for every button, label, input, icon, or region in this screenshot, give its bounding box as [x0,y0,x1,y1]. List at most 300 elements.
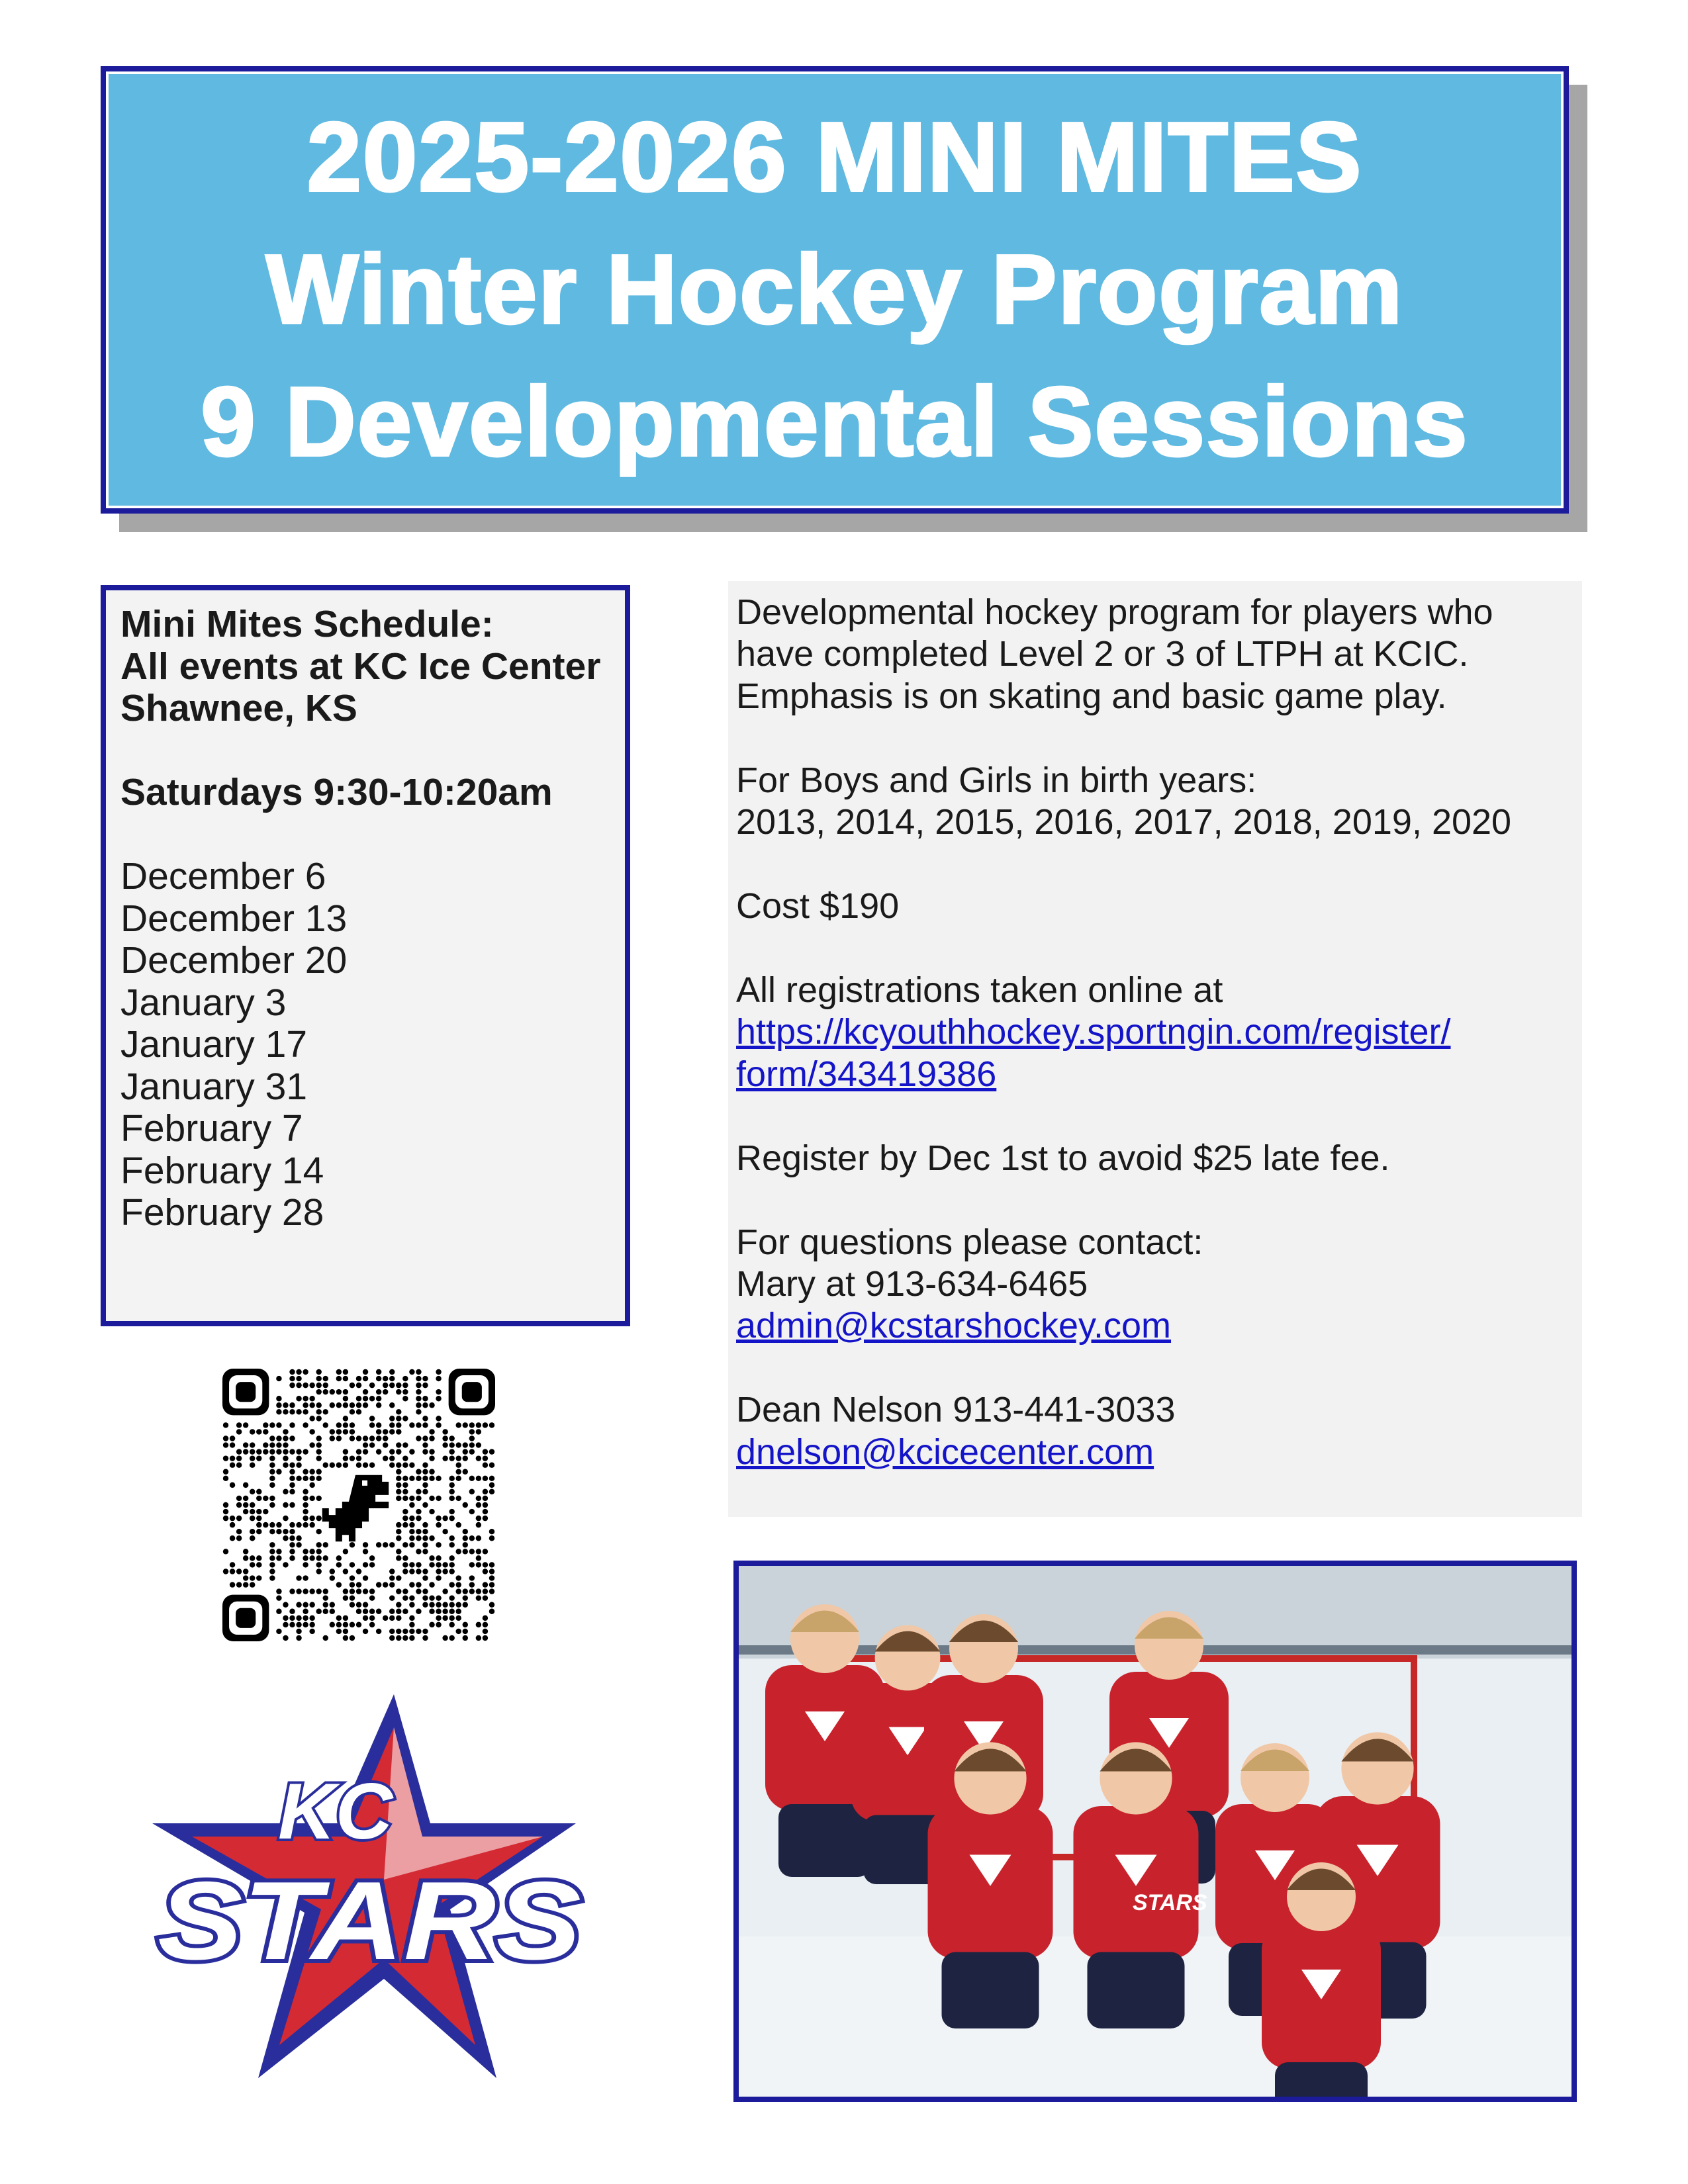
qr-module [409,1516,414,1521]
qr-module [463,1469,468,1475]
qr-module [389,1383,395,1388]
qr-module [316,1402,321,1408]
qr-module [350,1383,355,1388]
qr-module [476,1476,481,1481]
qr-module [469,1429,475,1434]
qr-module [283,1429,288,1434]
qr-module [263,1429,268,1434]
qr-module [309,1469,314,1475]
qr-module [350,1455,355,1461]
qr-module [243,1422,248,1428]
qr-module [316,1469,321,1475]
qr-module [429,1602,434,1608]
qr-module [263,1449,268,1454]
registration-label: All registrations taken online at [736,970,1223,1010]
qr-module [316,1529,321,1534]
late-fee-note: Register by Dec 1st to avoid $25 late fee. [736,1138,1390,1178]
qr-module [422,1469,428,1475]
title-banner [101,66,1569,514]
qr-module [436,1562,441,1567]
qr-module [383,1542,388,1547]
qr-module [256,1522,261,1527]
qr-module [376,1609,381,1614]
qr-module [263,1496,268,1501]
qr-module [303,1602,308,1608]
qr-module [363,1369,368,1375]
registration-link-cont[interactable]: form/343419386 [736,1054,997,1094]
qr-module [483,1449,488,1454]
qr-module [303,1449,308,1454]
qr-module [269,1482,275,1488]
qr-module [316,1449,321,1454]
schedule-date: February 7 [120,1107,303,1150]
qr-module [336,1389,342,1394]
qr-module [309,1442,314,1447]
qr-module [376,1402,381,1408]
qr-module [296,1376,301,1381]
qr-module [303,1383,308,1388]
qr-module [483,1489,488,1494]
qr-module [449,1635,454,1641]
qr-module [422,1602,428,1608]
qr-module [350,1562,355,1567]
qr-module [409,1629,414,1634]
qr-module [309,1615,314,1621]
qr-module [409,1542,414,1547]
qr-module [416,1588,421,1594]
qr-module [416,1629,421,1634]
player-pants [942,1952,1039,2029]
qr-module [296,1383,301,1388]
qr-module [476,1422,481,1428]
qr-module [436,1389,441,1394]
qr-module [296,1542,301,1547]
qr-module [442,1602,447,1608]
email-admin-link[interactable]: admin@kcstarshockey.com [736,1306,1172,1346]
qr-module [323,1542,328,1547]
qr-module [276,1549,281,1554]
qr-module [296,1409,301,1414]
qr-module [402,1396,408,1401]
qr-module [409,1615,414,1621]
qr-module [429,1449,434,1454]
qr-module [463,1542,468,1547]
qr-module [250,1529,255,1534]
qr-module [376,1449,381,1454]
qr-module [476,1555,481,1561]
qr-module [389,1582,395,1587]
qr-module [476,1562,481,1567]
qr-module [323,1588,328,1594]
qr-module [442,1635,447,1641]
qr-module [343,1629,348,1634]
qr-module [416,1409,421,1414]
qr-module [236,1462,242,1467]
qr-module [402,1416,408,1421]
qr-module [303,1496,308,1501]
qr-module [442,1609,447,1614]
qr-module [269,1496,275,1501]
qr-module [396,1535,401,1541]
qr-module [356,1396,361,1401]
qr-module [416,1389,421,1394]
qr-module [442,1429,447,1434]
qr-module [230,1569,235,1574]
qr-module [276,1522,281,1527]
qr-module [336,1402,342,1408]
qr-module [243,1549,248,1554]
qr-module [343,1369,348,1375]
qr-module [230,1522,235,1527]
qr-module [256,1489,261,1494]
qr-module [456,1609,461,1614]
qr-module [330,1435,335,1441]
qr-module [369,1435,375,1441]
qr-module [463,1622,468,1627]
qr-module [416,1489,421,1494]
qr-module [416,1369,421,1375]
qr-module [389,1542,395,1547]
qr-module [422,1569,428,1574]
qr-module [442,1588,447,1594]
qr-module [409,1449,414,1454]
qr-module [289,1588,295,1594]
qr-module [350,1542,355,1547]
qr-module [250,1502,255,1508]
qr-module [276,1435,281,1441]
qr-module [422,1529,428,1534]
qr-module [303,1549,308,1554]
qr-module [243,1569,248,1574]
qr-module [409,1635,414,1641]
qr-module [250,1462,255,1467]
qr-module [463,1535,468,1541]
qr-module [416,1609,421,1614]
qr-module [303,1422,308,1428]
qr-module [456,1602,461,1608]
qr-module [483,1622,488,1627]
qr-module [489,1462,494,1467]
qr-module [449,1615,454,1621]
qr-module [316,1542,321,1547]
qr-module [230,1442,235,1447]
qr-module [422,1462,428,1467]
qr-module [283,1635,288,1641]
qr-module [402,1482,408,1488]
qr-module [376,1389,381,1394]
qr-module [483,1635,488,1641]
team-photo [739,1566,1571,2097]
qr-module [276,1376,281,1381]
qr-module [283,1502,288,1508]
qr-module [429,1535,434,1541]
qr-module [429,1509,434,1514]
qr-module [269,1542,275,1547]
qr-module [463,1449,468,1454]
qr-module [223,1435,228,1441]
qr-finder-top-right [449,1369,495,1415]
qr-module [356,1569,361,1574]
qr-module [256,1516,261,1521]
qr-module [256,1575,261,1580]
qr-module [303,1402,308,1408]
qr-module [402,1569,408,1574]
qr-module [309,1555,314,1561]
qr-module [243,1482,248,1488]
qr-module [276,1629,281,1634]
qr-module [309,1476,314,1481]
qr-module [369,1416,375,1421]
qr-module [350,1409,355,1414]
qr-module [236,1449,242,1454]
qr-module [276,1402,281,1408]
qr-module [363,1575,368,1580]
description-line: have completed Level 2 or 3 of LTPH at KCIC. [736,634,1469,674]
qr-module [429,1555,434,1561]
qr-module [296,1622,301,1627]
qr-module [256,1455,261,1461]
schedule-date: December 6 [120,855,326,897]
qr-module [436,1615,441,1621]
qr-module [422,1522,428,1527]
qr-module [343,1416,348,1421]
qr-module [402,1609,408,1614]
qr-module [223,1516,228,1521]
qr-module [422,1635,428,1641]
qr-module [236,1529,242,1534]
qr-finder-bottom-left [222,1595,269,1641]
schedule-date: February 14 [120,1149,324,1192]
qr-module [463,1595,468,1600]
qr-module [283,1435,288,1441]
qr-module [356,1435,361,1441]
qr-module [409,1496,414,1501]
qr-module [483,1582,488,1587]
qr-module [276,1396,281,1401]
qr-module [389,1429,395,1434]
qr-module [296,1629,301,1634]
qr-module [442,1615,447,1621]
qr-module [269,1442,275,1447]
qr-module [336,1622,342,1627]
qr-module [250,1575,255,1580]
qr-module [230,1516,235,1521]
team-photo-frame [733,1561,1577,2102]
qr-module [409,1582,414,1587]
qr-module [316,1569,321,1574]
qr-module [289,1502,295,1508]
qr-module [402,1516,408,1521]
qr-module [416,1582,421,1587]
qr-module [236,1582,242,1587]
contact-label: For questions please contact: [736,1222,1203,1262]
qr-module [269,1502,275,1508]
registration-link[interactable]: https://kcyouthhockey.sportngin.com/register/ [736,1012,1451,1052]
qr-module [343,1389,348,1394]
qr-module [449,1562,454,1567]
qr-module [416,1516,421,1521]
qr-module [436,1542,441,1547]
qr-module [422,1476,428,1481]
qr-module [289,1369,295,1375]
qr-module [323,1409,328,1414]
qr-module [429,1402,434,1408]
qr-module [383,1383,388,1388]
qr-module [256,1429,261,1434]
qr-module [469,1422,475,1428]
qr-module [343,1588,348,1594]
qr-module [483,1509,488,1514]
qr-module [236,1422,242,1428]
qr-module [369,1609,375,1614]
qr-module [396,1422,401,1428]
qr-code[interactable] [222,1369,495,1641]
qr-module [396,1429,401,1434]
qr-module [269,1476,275,1481]
qr-module [422,1376,428,1381]
qr-module [449,1442,454,1447]
qr-module [402,1462,408,1467]
schedule-location: All events at KC Ice Center [120,645,601,688]
qr-module [396,1482,401,1488]
qr-module [316,1389,321,1394]
qr-module [402,1442,408,1447]
qr-module [402,1542,408,1547]
qr-module [483,1562,488,1567]
qr-module [223,1476,228,1481]
qr-module [296,1462,301,1467]
qr-module [483,1595,488,1600]
qr-module [429,1476,434,1481]
qr-module [422,1542,428,1547]
qr-module [489,1449,494,1454]
qr-module [303,1369,308,1375]
qr-module [396,1588,401,1594]
qr-module [303,1575,308,1580]
qr-module [256,1509,261,1514]
qr-module [363,1602,368,1608]
qr-module [289,1409,295,1414]
qr-module [402,1588,408,1594]
qr-module [449,1582,454,1587]
qr-module [230,1535,235,1541]
qr-module [316,1496,321,1501]
qr-module [316,1455,321,1461]
qr-module [363,1402,368,1408]
qr-module [343,1422,348,1428]
qr-module [283,1529,288,1534]
qr-module [289,1489,295,1494]
qr-module [369,1588,375,1594]
qr-module [383,1429,388,1434]
qr-module [389,1575,395,1580]
qr-module [376,1435,381,1441]
qr-module [250,1516,255,1521]
qr-module [223,1455,228,1461]
qr-module [336,1615,342,1621]
qr-module [289,1482,295,1488]
qr-module [456,1588,461,1594]
qr-module [402,1635,408,1641]
qr-module [449,1535,454,1541]
qr-module [483,1569,488,1574]
qr-module [449,1542,454,1547]
qr-module [469,1489,475,1494]
qr-module [350,1582,355,1587]
qr-module [476,1502,481,1508]
qr-module [336,1369,342,1375]
qr-module [402,1376,408,1381]
qr-module [336,1582,342,1587]
qr-module [296,1602,301,1608]
qr-module [449,1476,454,1481]
qr-module [350,1575,355,1580]
qr-module [256,1529,261,1534]
qr-module [476,1516,481,1521]
qr-module [449,1509,454,1514]
qr-module [416,1569,421,1574]
qr-module [489,1569,494,1574]
qr-module [483,1455,488,1461]
qr-module [243,1575,248,1580]
qr-module [316,1588,321,1594]
qr-module [336,1422,342,1428]
qr-module [463,1549,468,1554]
qr-module [356,1622,361,1627]
qr-module [416,1469,421,1475]
qr-module [463,1588,468,1594]
qr-module [409,1476,414,1481]
qr-module [369,1622,375,1627]
qr-module [236,1496,242,1501]
qr-module [416,1376,421,1381]
qr-module [436,1602,441,1608]
qr-module [309,1602,314,1608]
cost: Cost $190 [736,886,900,927]
qr-module [243,1502,248,1508]
qr-module [236,1502,242,1508]
qr-module [483,1629,488,1634]
qr-module [456,1549,461,1554]
qr-module [296,1476,301,1481]
qr-module [409,1502,414,1508]
qr-module [343,1429,348,1434]
schedule-date: January 31 [120,1065,308,1108]
qr-module [316,1562,321,1567]
qr-module [383,1582,388,1587]
qr-module [422,1442,428,1447]
qr-module [303,1615,308,1621]
qr-module [343,1549,348,1554]
qr-module [363,1562,368,1567]
qr-finder-top-left [222,1369,269,1415]
qr-module [376,1629,381,1634]
qr-module [422,1489,428,1494]
qr-module [316,1383,321,1388]
qr-module [309,1588,314,1594]
qr-module [416,1562,421,1567]
qr-module [409,1562,414,1567]
email-dnelson-link[interactable]: dnelson@kcicecenter.com [736,1432,1154,1472]
qr-module [396,1549,401,1554]
qr-module [463,1502,468,1508]
qr-module [323,1383,328,1388]
qr-module [469,1588,475,1594]
qr-module [409,1595,414,1600]
qr-module [389,1629,395,1634]
qr-module [289,1435,295,1441]
qr-module [269,1529,275,1534]
